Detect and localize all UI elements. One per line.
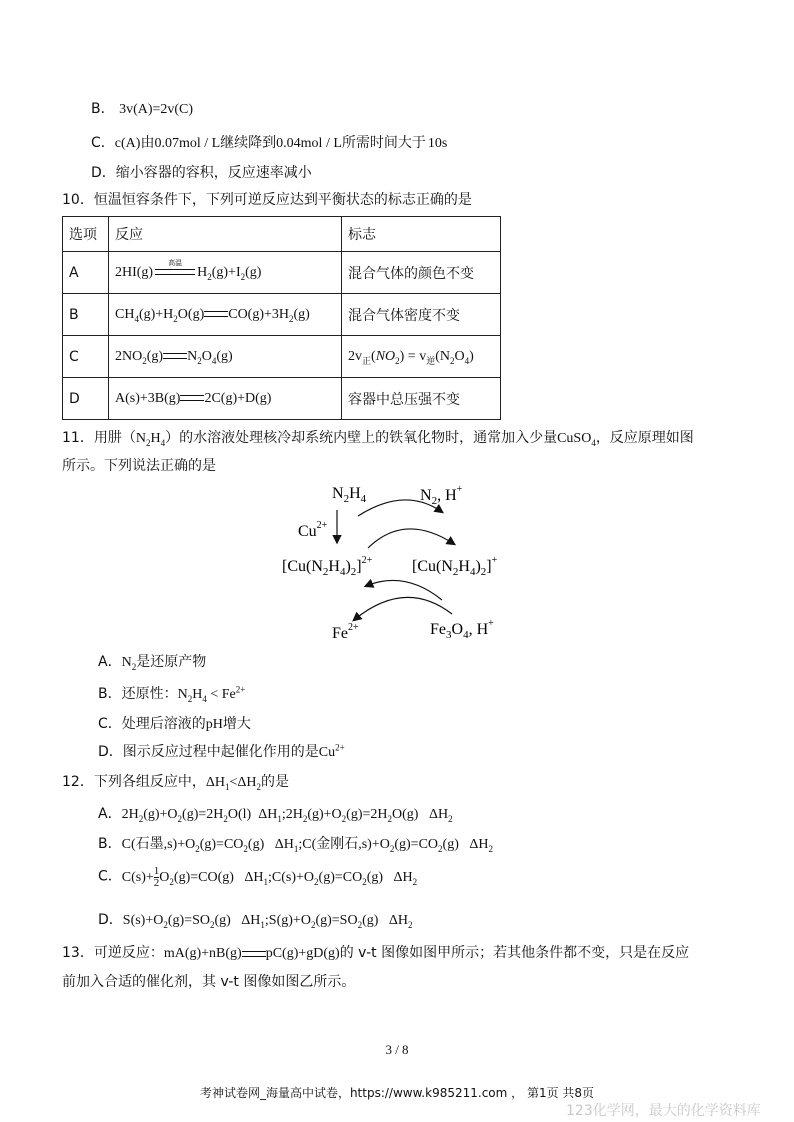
q11-option-d: D．图示反应过程中起催化作用的是$Cu^{2+}$ [98,742,345,760]
q11-option-c: C．处理后溶液的pH增大 [98,716,251,732]
q10-table [62,216,501,420]
reaction-a: 2HI(g) 高温 $H_2(g)+I_2(g)$ [109,252,342,294]
q11-stem-line2: 所示。下列说法正确的是 [62,458,216,474]
reaction-c: $2NO_2(g)$ $N_2O_4(g)$ [109,336,342,378]
reaction-cycle-diagram [270,478,530,648]
watermark: 123化学网，最大的化学资料库 [566,1103,761,1119]
q9-option-c: C．c(A)由0.07mol / L继续降到0.04mol / L所需时间大于 10s [91,135,448,151]
footer-source: 考神试卷网_海量高中试卷，https://www.k985211.com ， 第1页 共8页 [199,1086,595,1100]
svg-text:N2, H+: $N_2$, H+ [420,484,463,507]
q11-option-b: B．还原性：$N_2H_4 < Fe^{2+}$ [98,684,246,704]
q13-stem-line2: 前加入合适的催化剂，其 v-t 图像如图乙所示。 [62,974,356,990]
table-row: D A(s)+3B(g) 2C(g)+D(g) 容器中总压强不变 [63,378,501,420]
page-number: 3 / 8 [385,1042,409,1057]
q11-option-a: A．$N_2$是还原产物 [98,654,207,672]
svg-text:Fe2+: $Fe^{2+}$ [332,622,359,642]
svg-text:N2H4: $N_2H_4$ [332,485,367,505]
svg-text:[Cu(N2H4)2]+: $[Cu(N_2H_4)_2]^+$ [412,555,498,578]
q12-option-c: C．C(s)+ $\frac{1}{2}$ $O_2(g)=CO(g)$ $\Delta H_1;C(s)+O_2(g)=CO_2(g)$ $\Delta H_2$ [98,865,418,889]
table-row: B $CH_4(g)+H_2O(g)$ $CO(g)+3H_2(g)$ 混合气体密度不变 [63,294,501,336]
reaction-d: A(s)+3B(g) 2C(g)+D(g) [109,378,342,420]
svg-text:Cu2+: $Cu^{2+}$ [298,520,328,540]
q13-stem-line1: 13．可逆反应：mA(g)+nB(g) pC(g)+gD(g)的 v-t 图像如图甲所示；若其他条件都不变，只是在反应 [62,945,690,961]
q11-stem-line1: 11．用肼$(N_2H_4)$的水溶液处理核冷却系统内壁上的铁氧化物时，通常加入少量CuSO$_4$，反应原理如图 [62,430,694,448]
svg-text:[Cu(N2H4)2]2+: $[Cu(N_2H_4)_2]^{2+}$ [282,555,373,578]
q12-option-a: A．$2H_2(g)+O_2(g)=2H_2O(l)$ $\Delta H_1;2H_2(g)+O_2(g)=2H_2O(g)$ $\Delta H_2$ [98,806,453,824]
q9-option-d: D．缩小容器的容积，反应速率减小 [91,165,312,181]
q12-stem: 12．下列各组反应中，$\Delta H_1<\Delta H_2$的是 [62,774,289,792]
table-row: C $2NO_2(g)$ $N_2O_4(g)$ $2v_正(NO_2) = v_逆(N_2O_4)$ [63,336,501,378]
reaction-b: $CH_4(g)+H_2O(g)$ $CO(g)+3H_2(g)$ [109,294,342,336]
table-header-row: 选项 反应 标志 [63,217,501,252]
svg-text:Fe3O4, H+: $Fe_3O_4$, H+ [430,618,494,641]
table-row: A 2HI(g) 高温 $H_2(g)+I_2(g)$ 混合气体的颜色不变 [63,252,501,294]
mark-c: $2v_正(NO_2) = v_逆(N_2O_4)$ [342,336,501,378]
q12-option-b: B．C(石墨$,s)+O_2(g)=CO_2(g)$ $\Delta H_1;C$(金刚石$,s)+O_2(g)=CO_2(g)$ $\Delta H_2$ [98,836,493,854]
q9-option-b: B． 3v(A)=2v(C) [91,101,194,117]
q12-option-d: D．$S(s)+O_2(g)=SO_2(g)$ $\Delta H_1;S(g)+O_2(g)=SO_2(g)$ $\Delta H_2$ [98,912,413,930]
q10-stem: 10．恒温恒容条件下，下列可逆反应达到平衡状态的标志正确的是 [62,192,472,208]
